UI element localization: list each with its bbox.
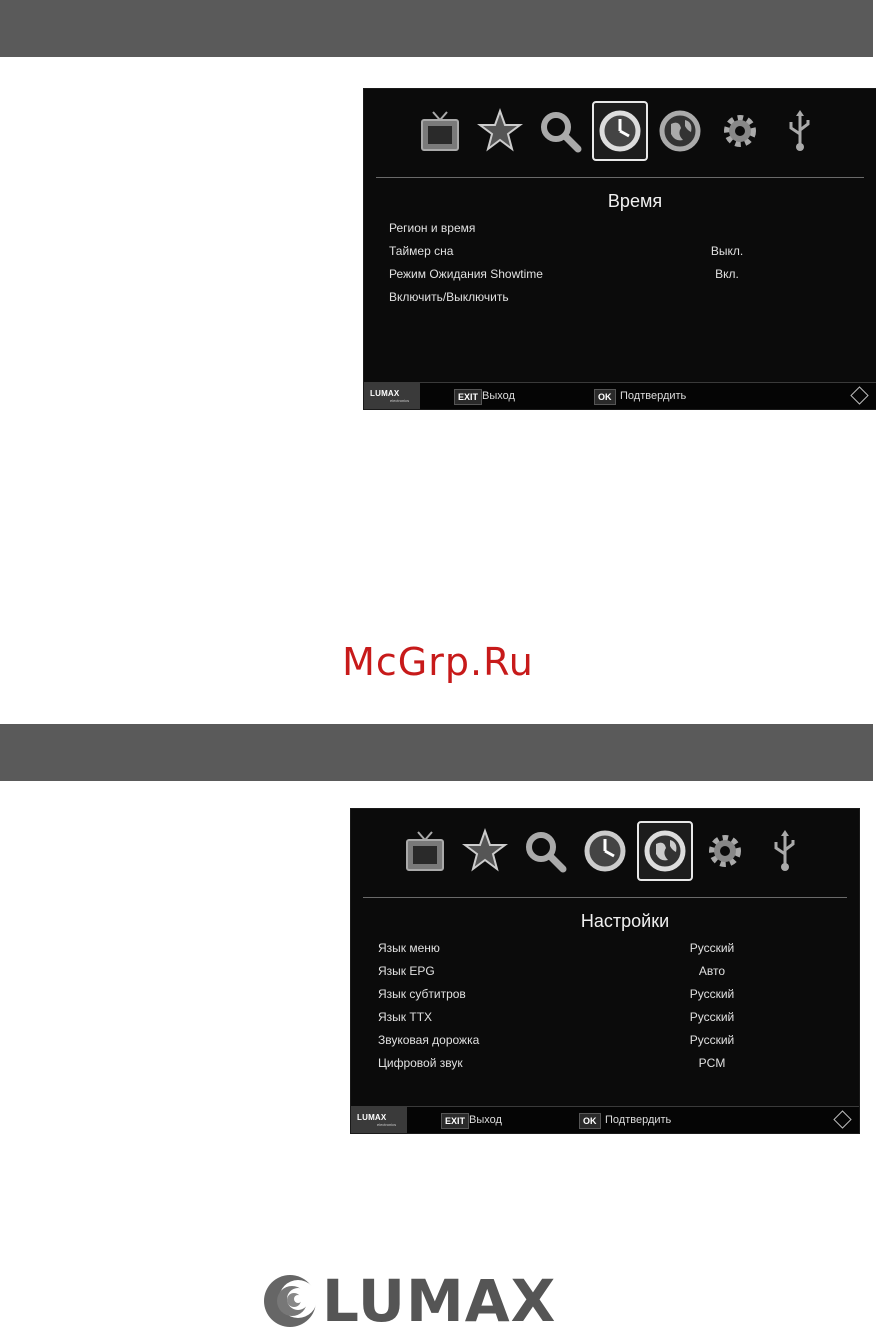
audio-track-value: Русский	[689, 1033, 735, 1047]
exit-key[interactable]: EXIT	[441, 1113, 469, 1129]
subtitle-language-value: Русский	[689, 987, 735, 1001]
ok-label: Подтвердить	[605, 1114, 672, 1126]
sleep-timer-value: Выкл.	[710, 244, 744, 258]
header-band	[0, 0, 873, 57]
divider	[376, 177, 864, 178]
ttx-language-value: Русский	[689, 1010, 735, 1024]
usb-icon[interactable]	[757, 821, 813, 881]
menu-item-epg-language[interactable]: Язык EPG	[378, 964, 435, 978]
menu-icon-bar	[351, 821, 859, 881]
globe-icon[interactable]	[637, 821, 693, 881]
menu-title: Настройки	[580, 911, 670, 931]
menu-item-sleep-timer[interactable]: Таймер сна	[389, 244, 454, 258]
search-icon[interactable]	[532, 101, 588, 161]
menu-icon-bar	[364, 101, 876, 161]
globe-icon[interactable]	[652, 101, 708, 161]
section-band	[0, 724, 873, 781]
star-icon[interactable]	[457, 821, 513, 881]
tv-icon[interactable]	[412, 101, 468, 161]
lumax-logo	[262, 1267, 612, 1335]
exit-label: Выход	[469, 1114, 502, 1126]
exit-key[interactable]: EXIT	[454, 389, 482, 405]
menu-title: Время	[607, 191, 663, 211]
tv-icon[interactable]	[397, 821, 453, 881]
gear-icon[interactable]	[697, 821, 753, 881]
clock-icon[interactable]	[592, 101, 648, 161]
epg-language-value: Авто	[698, 964, 726, 978]
menu-item-digital-audio[interactable]: Цифровой звук	[378, 1056, 463, 1070]
menu-screen-settings	[351, 809, 859, 1133]
menu-language-value: Русский	[689, 941, 735, 955]
menu-item-audio-track[interactable]: Звуковая дорожка	[378, 1033, 480, 1047]
showtime-standby-value: Вкл.	[715, 267, 739, 281]
lumax-swirl-icon	[262, 1273, 318, 1329]
watermark: McGrp.Ru	[342, 640, 534, 684]
menu-item-power-on-off[interactable]: Включить/Выключить	[389, 290, 509, 304]
diamond-icon	[850, 386, 868, 404]
menu-item-ttx-language[interactable]: Язык TTX	[378, 1010, 433, 1024]
clock-icon[interactable]	[577, 821, 633, 881]
footer-bar	[364, 382, 876, 409]
exit-label: Выход	[482, 390, 515, 402]
menu-item-subtitle-language[interactable]: Язык субтитров	[378, 987, 466, 1001]
menu-item-region-time[interactable]: Регион и время	[389, 221, 476, 235]
menu-item-showtime-standby[interactable]: Режим Ожидания Showtime	[389, 267, 543, 281]
logo-text: LUMAX	[322, 1267, 557, 1335]
ok-key[interactable]: OK	[579, 1113, 601, 1129]
ok-label: Подтвердить	[620, 390, 687, 402]
lumax-mini-logo: LUMAX electronics	[351, 1107, 407, 1133]
gear-icon[interactable]	[712, 101, 768, 161]
ok-key[interactable]: OK	[594, 389, 616, 405]
menu-screen-time	[364, 89, 876, 409]
digital-audio-value: PCM	[698, 1056, 726, 1070]
star-icon[interactable]	[472, 101, 528, 161]
footer-bar	[351, 1106, 859, 1133]
usb-icon[interactable]	[772, 101, 828, 161]
search-icon[interactable]	[517, 821, 573, 881]
menu-item-menu-language[interactable]: Язык меню	[378, 941, 440, 955]
divider	[363, 897, 847, 898]
diamond-icon	[833, 1110, 851, 1128]
lumax-mini-logo: LUMAX electronics	[364, 383, 420, 409]
